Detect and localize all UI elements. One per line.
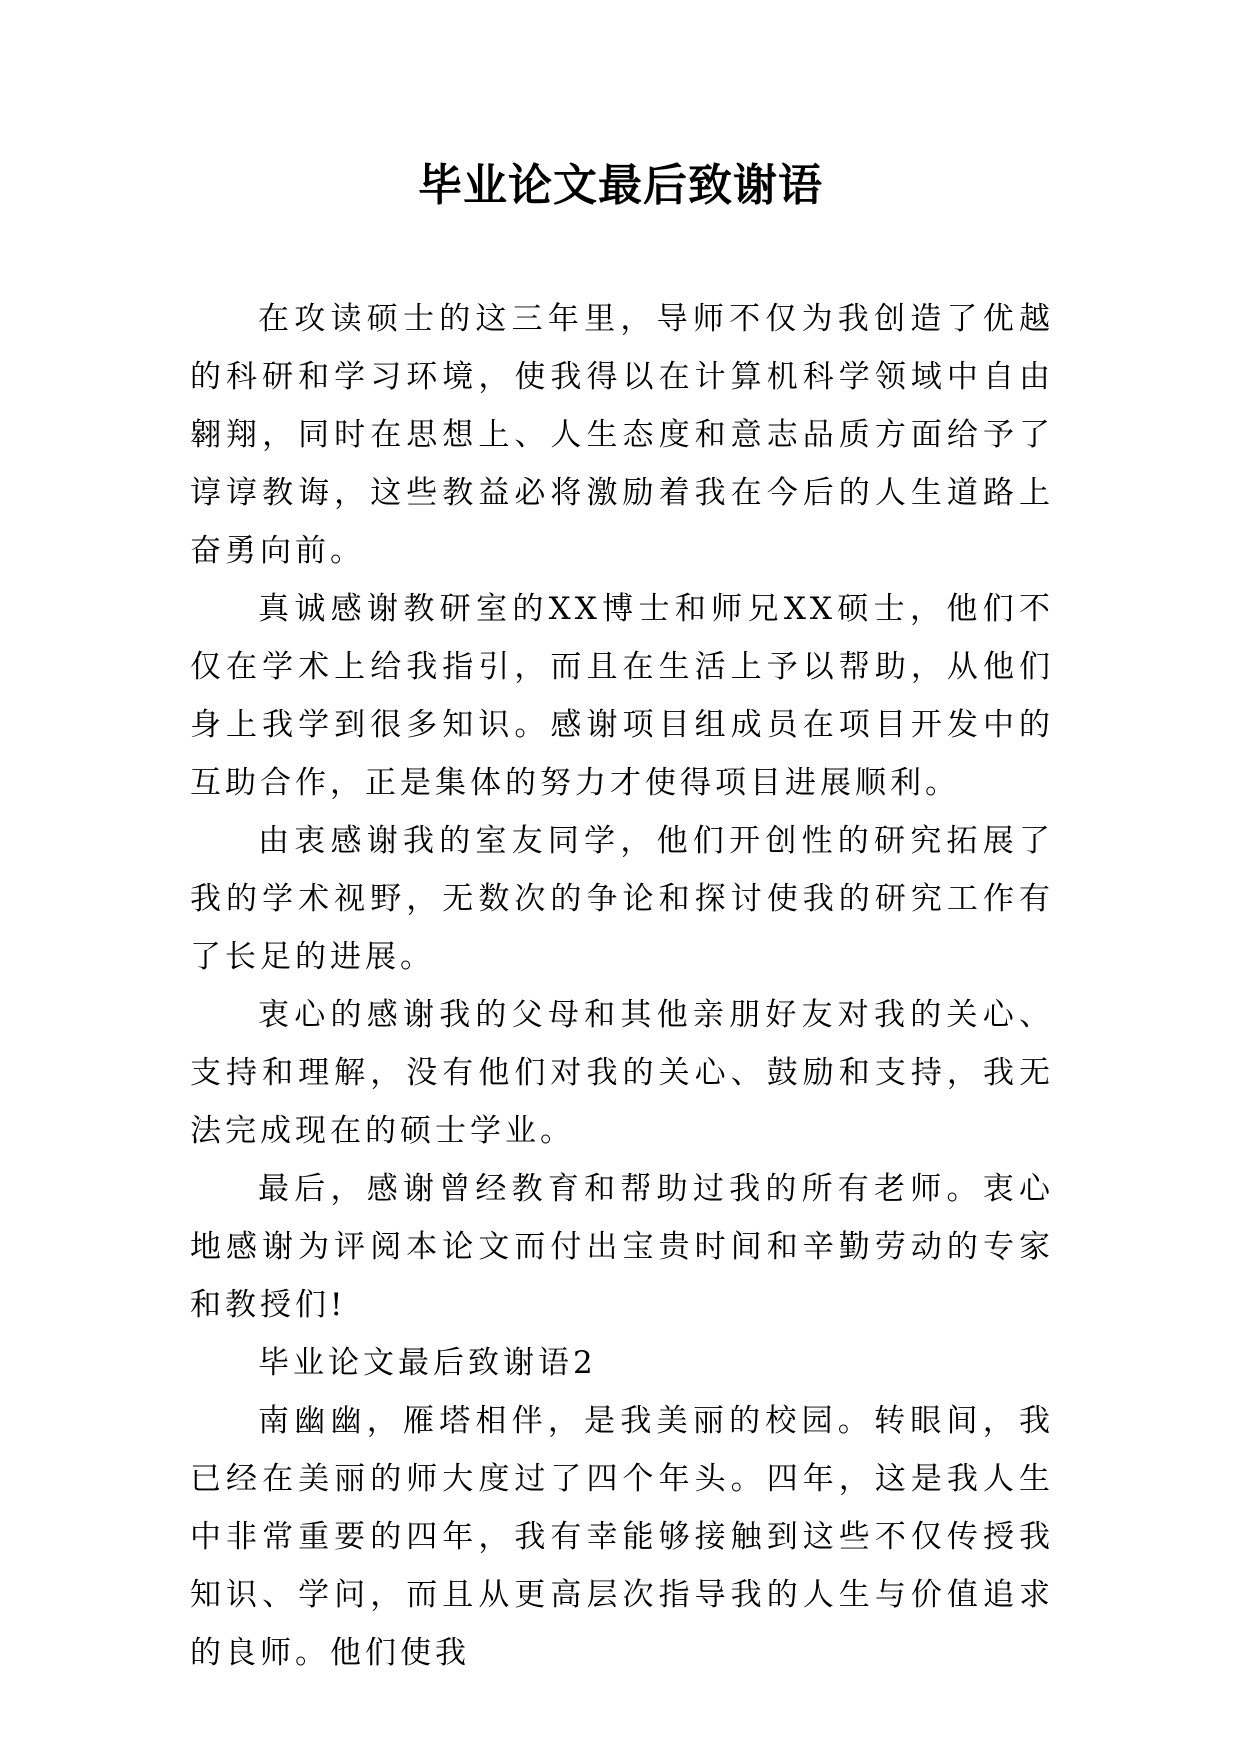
paragraph-3: 由衷感谢我的室友同学，他们开创性的研究拓展了我的学术视野，无数次的争论和探讨使我的研究工作有了长足的进展。 xyxy=(190,823,1054,975)
section-heading-2: 毕业论文最后致谢语2 xyxy=(258,1345,597,1381)
paragraph-4: 衷心的感谢我的父母和其他亲朋好友对我的关心、支持和理解，没有他们对我的关心、鼓励和支持，我无法完成现在的硕士学业。 xyxy=(190,997,1054,1149)
document-body xyxy=(190,290,1054,1682)
paragraph-1: 在攻读硕士的这三年里，导师不仅为我创造了优越的科研和学习环境，使我得以在计算机科学领域中自由翱翔，同时在思想上、人生态度和意志品质方面给予了谆谆教诲，这些教益必将激励着我在今后的人生道路上奋勇向前。 xyxy=(190,301,1054,569)
paragraph-2: 真诚感谢教研室的XX博士和师兄XX硕士，他们不仅在学术上给我指引，而且在生活上予以帮助，从他们身上我学到很多知识。感谢项目组成员在项目开发中的互助合作，正是集体的努力才使得项目进展顺利。 xyxy=(190,591,1054,801)
paragraph-6: 南幽幽，雁塔相伴，是我美丽的校园。转眼间，我已经在美丽的师大度过了四个年头。四年，这是我人生中非常重要的四年，我有幸能够接触到这些不仅传授我知识、学问，而且从更高层次指导我的人生与价值追求的良师。他们使我 xyxy=(190,1403,1054,1671)
paragraph-5: 最后，感谢曾经教育和帮助过我的所有老师。衷心地感谢为评阅本论文而付出宝贵时间和辛勤劳动的专家和教授们! xyxy=(190,1171,1054,1323)
document-title: 毕业论文最后致谢语 xyxy=(418,160,823,211)
